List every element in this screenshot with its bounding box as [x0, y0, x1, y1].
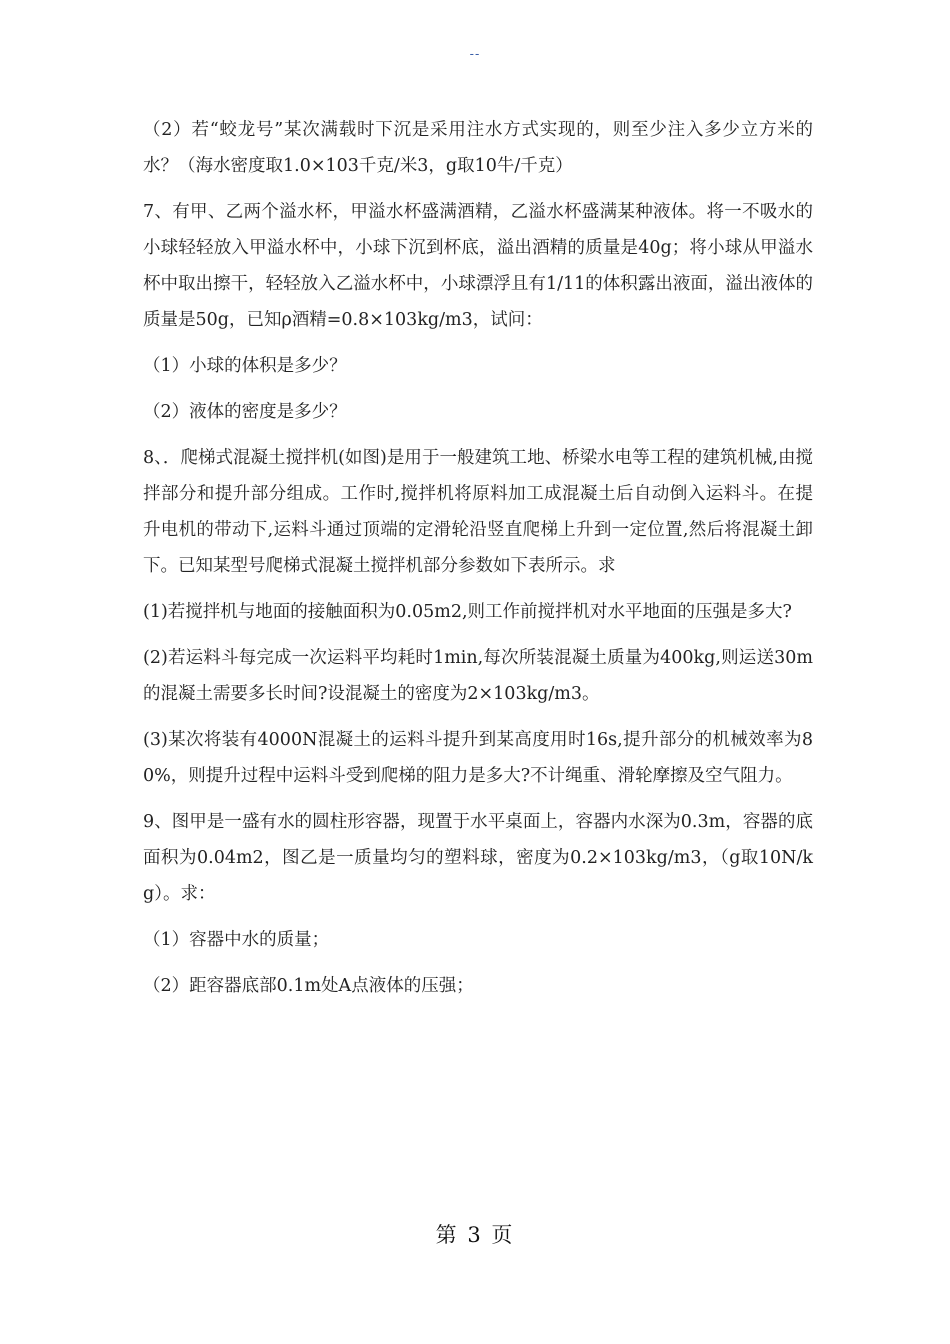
paragraph-q8: 8、．爬梯式混凝土搅拌机(如图)是用于一般建筑工地、桥梁水电等工程的建筑机械,由搅拌部分和提升部分组成。工作时,搅拌机将原料加工成混凝土后自动倒入运料斗。在提升电机的带动下,运料斗通过顶端的定滑轮沿竖直爬梯上升到一定位置,然后将混凝土卸下。已知某型号爬梯式混凝土搅拌机部分参数如下表所示。求	[143, 448, 813, 576]
paragraph-q6-part2: （2）若“蛟龙号”某次满载时下沉是采用注水方式实现的，则至少注入多少立方米的水？（海水密度取1.0×103千克/米3，g取10牛/千克）	[143, 120, 813, 176]
document-body	[143, 112, 813, 1014]
header-mark: --	[469, 46, 481, 61]
paragraph-q7: 7、有甲、乙两个溢水杯，甲溢水杯盛满酒精，乙溢水杯盛满某种液体。将一不吸水的小球轻轻放入甲溢水杯中，小球下沉到杯底，溢出酒精的质量是40g；将小球从甲溢水杯中取出擦干，轻轻放入乙溢水杯中，小球漂浮且有1/11的体积露出液面，溢出液体的质量是50g，已知ρ酒精=0.8×103kg/m3，试问：	[143, 202, 813, 330]
paragraph-q8-part2: (2)若运料斗每完成一次运料平均耗时1min,每次所装混凝土质量为400kg,则运送30m的混凝土需要多长时间?设混凝土的密度为2×103kg/m3。	[143, 648, 813, 704]
paragraph-q7-part2: （2）液体的密度是多少？	[143, 402, 347, 422]
page-number: 第 3 页	[435, 1223, 515, 1247]
paragraph-q8-part1: (1)若搅拌机与地面的接触面积为0.05m2,则工作前搅拌机对水平地面的压强是多大?	[143, 602, 792, 622]
paragraph-q7-part1: （1）小球的体积是多少？	[143, 356, 347, 376]
paragraph-q9: 9、图甲是一盛有水的圆柱形容器，现置于水平桌面上，容器内水深为0.3m，容器的底面积为0.04m2，图乙是一质量均匀的塑料球，密度为0.2×103kg/m3，（g取10N/kg）。求：	[143, 812, 813, 904]
paragraph-q9-part1: （1）容器中水的质量；	[143, 930, 330, 950]
paragraph-q9-part2: （2）距容器底部0.1m处A点液体的压强；	[143, 976, 474, 996]
paragraph-q8-part3: (3)某次将装有4000N混凝土的运料斗提升到某高度用时16s,提升部分的机械效率为80%，则提升过程中运料斗受到爬梯的阻力是多大?不计绳重、滑轮摩擦及空气阻力。	[143, 730, 813, 786]
